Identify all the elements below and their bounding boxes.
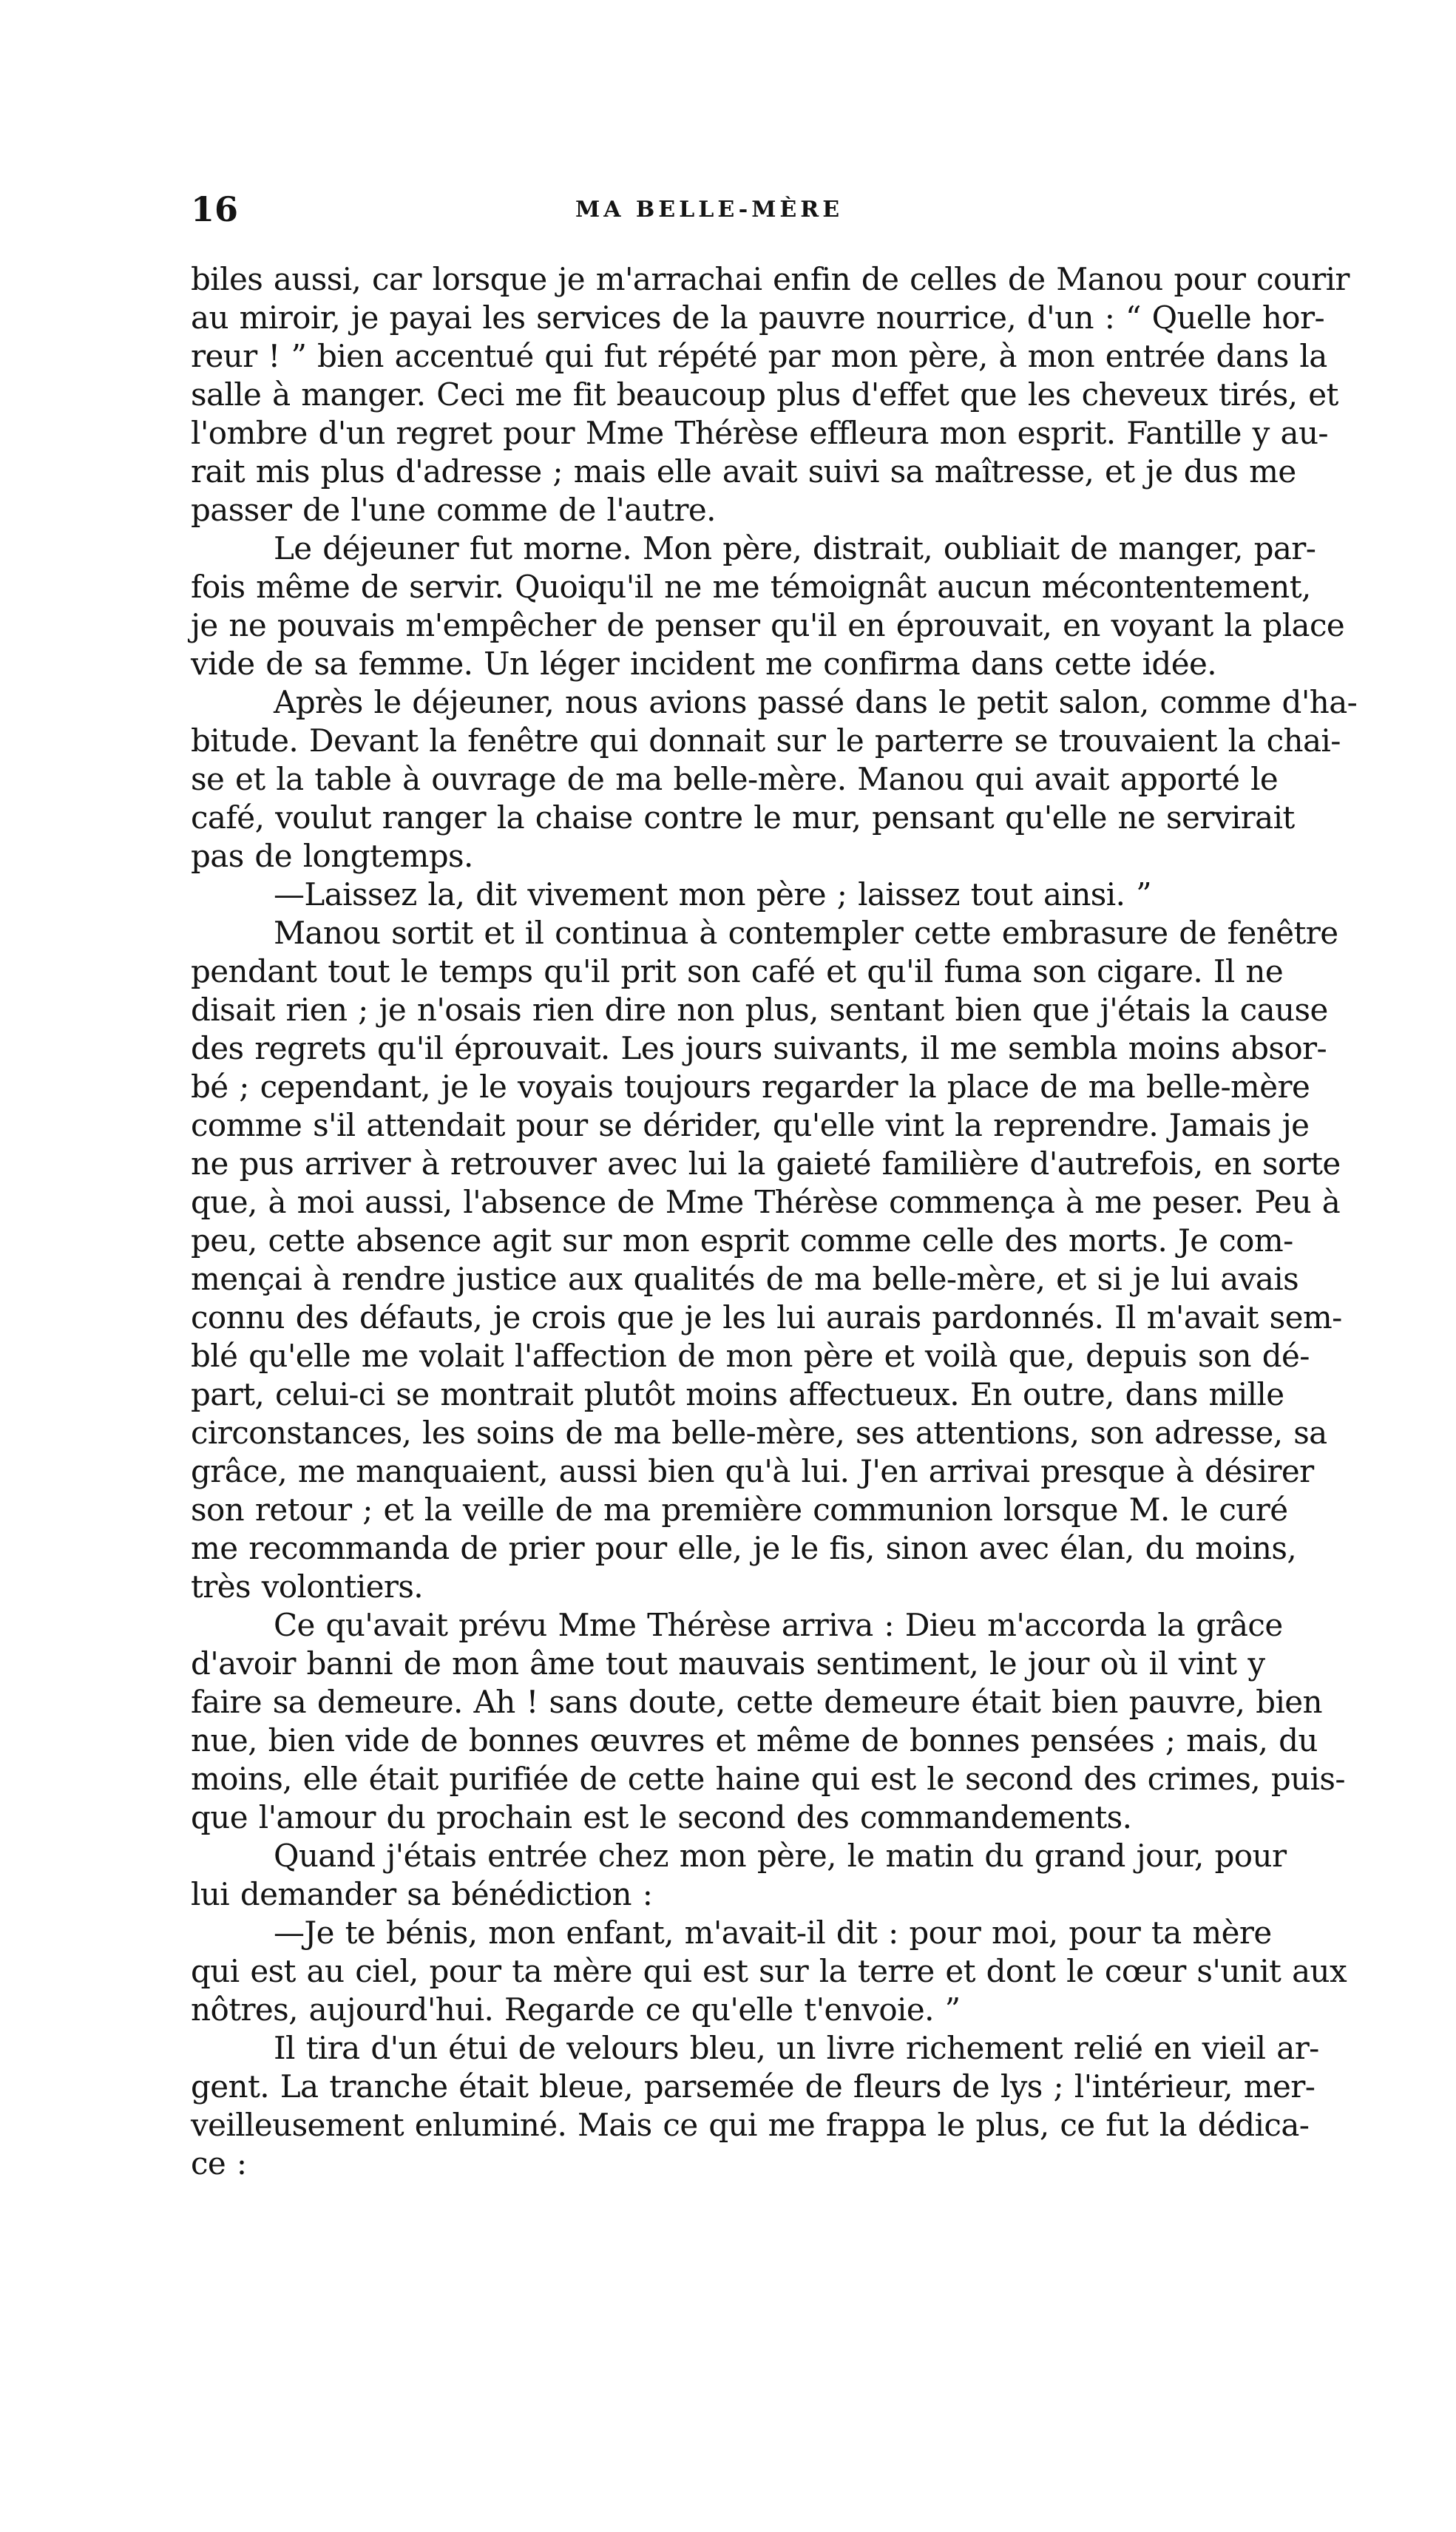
paragraph-start-line: Manou sortit et il continua à contempler cette embrasure de fenêtre — [274, 915, 1338, 951]
dialogue-line: —Je te bénis, mon enfant, m'avait-il dit : pour moi, pour ta mère — [274, 1915, 1272, 1951]
text-line: très volontiers. — [191, 1568, 424, 1605]
text-line: disait rien ; je n'osais rien dire non plus, sentant bien que j'étais la cause — [191, 992, 1328, 1028]
text-line: qui est au ciel, pour ta mère qui est sur la terre et dont le cœur s'unit aux — [191, 1953, 1347, 1989]
running-head — [191, 191, 1352, 228]
text-line: nôtres, aujourd'hui. Regarde ce qu'elle t'envoie. ” — [191, 1991, 961, 2028]
text-line: d'avoir banni de mon âme tout mauvais sentiment, le jour où il vint y — [191, 1645, 1265, 1682]
text-line: des regrets qu'il éprouvait. Les jours suivants, il me sembla moins absor- — [191, 1030, 1327, 1066]
paragraph-start-line: Le déjeuner fut morne. Mon père, distrait, oubliait de manger, par- — [274, 530, 1316, 566]
text-line: peu, cette absence agit sur mon esprit comme celle des morts. Je com- — [191, 1222, 1293, 1259]
page-number: 16 — [191, 189, 239, 229]
dialogue-line: —Laissez la, dit vivement mon père ; laissez tout ainsi. ” — [274, 876, 1151, 913]
text-line: fois même de servir. Quoiqu'il ne me témoignât aucun mécontentement, — [191, 569, 1311, 605]
text-line: me recommanda de prier pour elle, je le fis, sinon avec élan, du moins, — [191, 1530, 1297, 1566]
text-line: faire sa demeure. Ah ! sans doute, cette demeure était bien pauvre, bien — [191, 1684, 1322, 1720]
text-line: blé qu'elle me volait l'affection de mon père et voilà que, depuis son dé- — [191, 1338, 1310, 1374]
text-line: nue, bien vide de bonnes œuvres et même de bonnes pensées ; mais, du — [191, 1722, 1318, 1758]
text-line: se et la table à ouvrage de ma belle-mère. Manou qui avait apporté le — [191, 761, 1279, 797]
text-line: veilleusement enluminé. Mais ce qui me frappa le plus, ce fut la dédica- — [191, 2107, 1310, 2143]
text-line: pendant tout le temps qu'il prit son café et qu'il fuma son cigare. Il ne — [191, 953, 1284, 989]
paragraph-start-line: Après le déjeuner, nous avions passé dans le petit salon, comme d'ha- — [274, 684, 1358, 720]
text-line: biles aussi, car lorsque je m'arrachai enfin de celles de Manou pour courir — [191, 261, 1350, 297]
text-line: que, à moi aussi, l'absence de Mme Thérèse commença à me peser. Peu à — [191, 1184, 1341, 1220]
text-line: gent. La tranche était bleue, parsemée de fleurs de lys ; l'intérieur, mer- — [191, 2068, 1316, 2105]
text-line: salle à manger. Ceci me fit beaucoup plus d'effet que les cheveux tirés, et — [191, 376, 1338, 413]
paragraph-start-line: Ce qu'avait prévu Mme Thérèse arriva : Dieu m'accorda la grâce — [274, 1607, 1283, 1643]
text-line: ce : — [191, 2145, 247, 2181]
text-line: que l'amour du prochain est le second des commandements. — [191, 1799, 1132, 1835]
text-line: vide de sa femme. Un léger incident me confirma dans cette idée. — [191, 646, 1216, 682]
text-line: circonstances, les soins de ma belle-mère, ses attentions, son adresse, sa — [191, 1415, 1327, 1451]
text-line: au miroir, je payai les services de la pauvre nourrice, d'un : “ Quelle hor- — [191, 299, 1325, 336]
text-line: lui demander sa bénédiction : — [191, 1876, 653, 1912]
text-line: bitude. Devant la fenêtre qui donnait sur le parterre se trouvaient la chai- — [191, 722, 1341, 759]
body-text — [191, 260, 1409, 2183]
text-line: bé ; cependant, je le voyais toujours regarder la place de ma belle-mère — [191, 1069, 1310, 1105]
text-line: reur ! ” bien accentué qui fut répété par mon père, à mon entrée dans la — [191, 338, 1327, 374]
text-line: ne pus arriver à retrouver avec lui la gaieté familière d'autrefois, en sorte — [191, 1145, 1341, 1182]
running-title: MA BELLE-MÈRE — [575, 197, 844, 223]
text-line: moins, elle était purifiée de cette haine qui est le second des crimes, puis- — [191, 1761, 1345, 1797]
text-line: rait mis plus d'adresse ; mais elle avait suivi sa maîtresse, et je dus me — [191, 453, 1296, 490]
paragraph-start-line: Il tira d'un étui de velours bleu, un livre richement relié en vieil ar- — [274, 2030, 1319, 2066]
text-line: je ne pouvais m'empêcher de penser qu'il en éprouvait, en voyant la place — [191, 607, 1345, 643]
text-line: part, celui-ci se montrait plutôt moins affectueux. En outre, dans mille — [191, 1376, 1284, 1412]
text-line: l'ombre d'un regret pour Mme Thérèse effleura mon esprit. Fantille y au- — [191, 415, 1328, 451]
text-line: café, voulut ranger la chaise contre le mur, pensant qu'elle ne servirait — [191, 799, 1295, 836]
text-line: connu des défauts, je crois que je les lui aurais pardonnés. Il m'avait sem- — [191, 1299, 1342, 1336]
text-line: mençai à rendre justice aux qualités de ma belle-mère, et si je lui avais — [191, 1261, 1299, 1297]
text-line: pas de longtemps. — [191, 838, 473, 874]
text-line: son retour ; et la veille de ma première communion lorsque M. le curé — [191, 1492, 1288, 1528]
paragraph-start-line: Quand j'étais entrée chez mon père, le matin du grand jour, pour — [274, 1838, 1287, 1874]
text-line: grâce, me manquaient, aussi bien qu'à lui. J'en arrivai presque à désirer — [191, 1453, 1314, 1489]
text-line: comme s'il attendait pour se dérider, qu'elle vint la reprendre. Jamais je — [191, 1107, 1310, 1143]
text-line: passer de l'une comme de l'autre. — [191, 492, 716, 528]
